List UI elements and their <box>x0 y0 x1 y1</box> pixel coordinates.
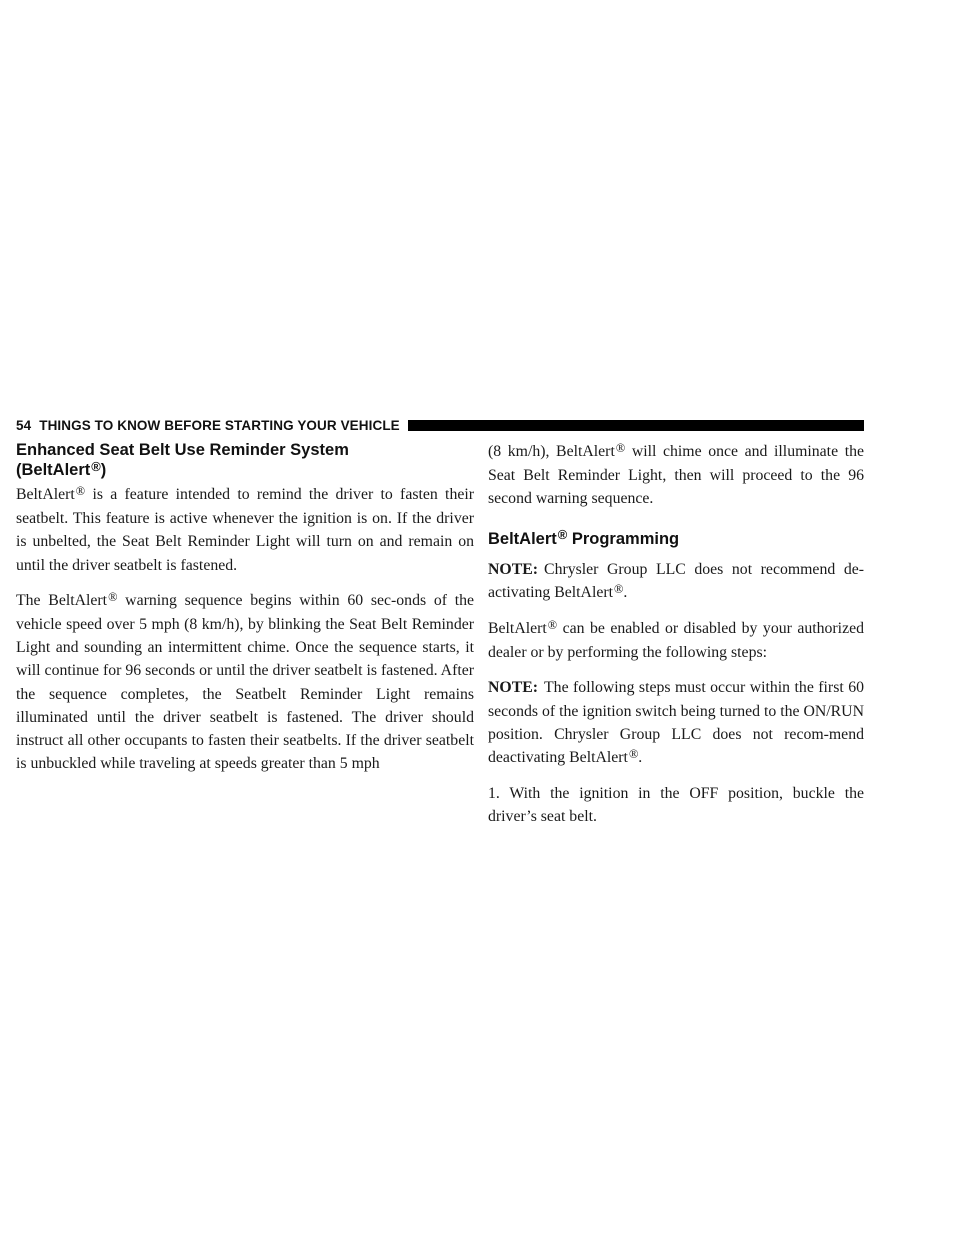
paragraph-text: is a feature intended to remind the driver to fasten their seatbelt. This feature is active whenever the ignition is on. If the driver is unbelted, the Seat Belt Reminder Light will turn on and remain on until the driver seatbelt is fastened. <box>16 486 474 574</box>
header-rule <box>408 420 864 431</box>
section-heading-enhanced-seat-belt <box>16 440 474 481</box>
paragraph-text: will chime once and illuminate the Seat Belt Reminder Light, then will proceed to the 96 second warning sequence. <box>488 443 864 508</box>
registered-mark: ® <box>547 617 558 632</box>
registered-mark: ® <box>614 581 624 596</box>
paragraph-warning-sequence <box>16 589 474 776</box>
paragraph-prefix: The BeltAlert <box>16 591 108 609</box>
page-header <box>16 416 864 434</box>
heading-brand: BeltAlert <box>488 529 557 548</box>
note-paragraph-2 <box>488 676 864 770</box>
paragraph-prefix: (8 km/h), BeltAlert <box>488 443 615 460</box>
paragraph-beltalert-intro <box>16 483 474 577</box>
note-label: NOTE: <box>488 679 539 697</box>
brand-name: BeltAlert <box>488 620 547 638</box>
registered-mark: ® <box>108 589 118 604</box>
page-number: 54 <box>16 417 32 433</box>
section-title: THINGS TO KNOW BEFORE STARTING YOUR VEHICLE <box>39 417 400 433</box>
section-heading-beltalert-programming <box>488 529 864 550</box>
paragraph-text: warning sequence begins within 60 sec-onds of the vehicle speed over 5 mph (8 km/h), by blinking the Seat Belt Reminder Light and sounding an intermittent chime. Once the sequence starts, it will continue for 96 seconds or until the driver seatbelt is fastened. After the sequence completes, the Seatbelt Reminder Light remains illuminated until the driver seatbelt is fastened. The driver should instruct all other occupants to fasten their seatbelts. If the driver seatbelt is unbuckled while traveling at speeds greater than 5 mph <box>16 591 475 773</box>
step-1-paragraph <box>488 782 864 828</box>
note-text: The following steps must occur within the first 60 seconds of the ignition switch being turned to the ON/RUN position. Chrysler Group LLC does not recom-mend deactivating BeltAlert <box>488 679 865 767</box>
paragraph-text: can be enabled or disabled by your authorized dealer or by performing the following steps: <box>488 620 864 662</box>
paragraph-continuation <box>488 440 864 511</box>
heading-line-1: Enhanced Seat Belt Use Reminder System <box>16 441 349 459</box>
registered-mark: ® <box>75 483 86 498</box>
note-label: NOTE: <box>488 560 539 578</box>
heading-line-2: (BeltAlert <box>16 461 91 479</box>
registered-mark: ® <box>557 527 568 543</box>
paragraph-enable-disable <box>488 617 864 664</box>
brand-name: BeltAlert <box>16 486 75 503</box>
left-column <box>16 440 474 787</box>
right-column <box>488 440 864 841</box>
step-text: 1. With the ignition in the OFF position, buckle the driver’s seat belt. <box>488 785 864 826</box>
note-end: . <box>623 583 628 601</box>
heading-rest: Programming <box>571 529 680 548</box>
heading-close-paren: ) <box>100 461 107 479</box>
registered-mark: ® <box>615 440 626 455</box>
note-paragraph-1 <box>488 558 864 605</box>
note-end: . <box>638 749 643 767</box>
note-text: Chrysler Group LLC does not recommend de-activating BeltAlert <box>488 560 864 601</box>
registered-mark: ® <box>628 746 639 761</box>
registered-mark: ® <box>91 458 101 474</box>
